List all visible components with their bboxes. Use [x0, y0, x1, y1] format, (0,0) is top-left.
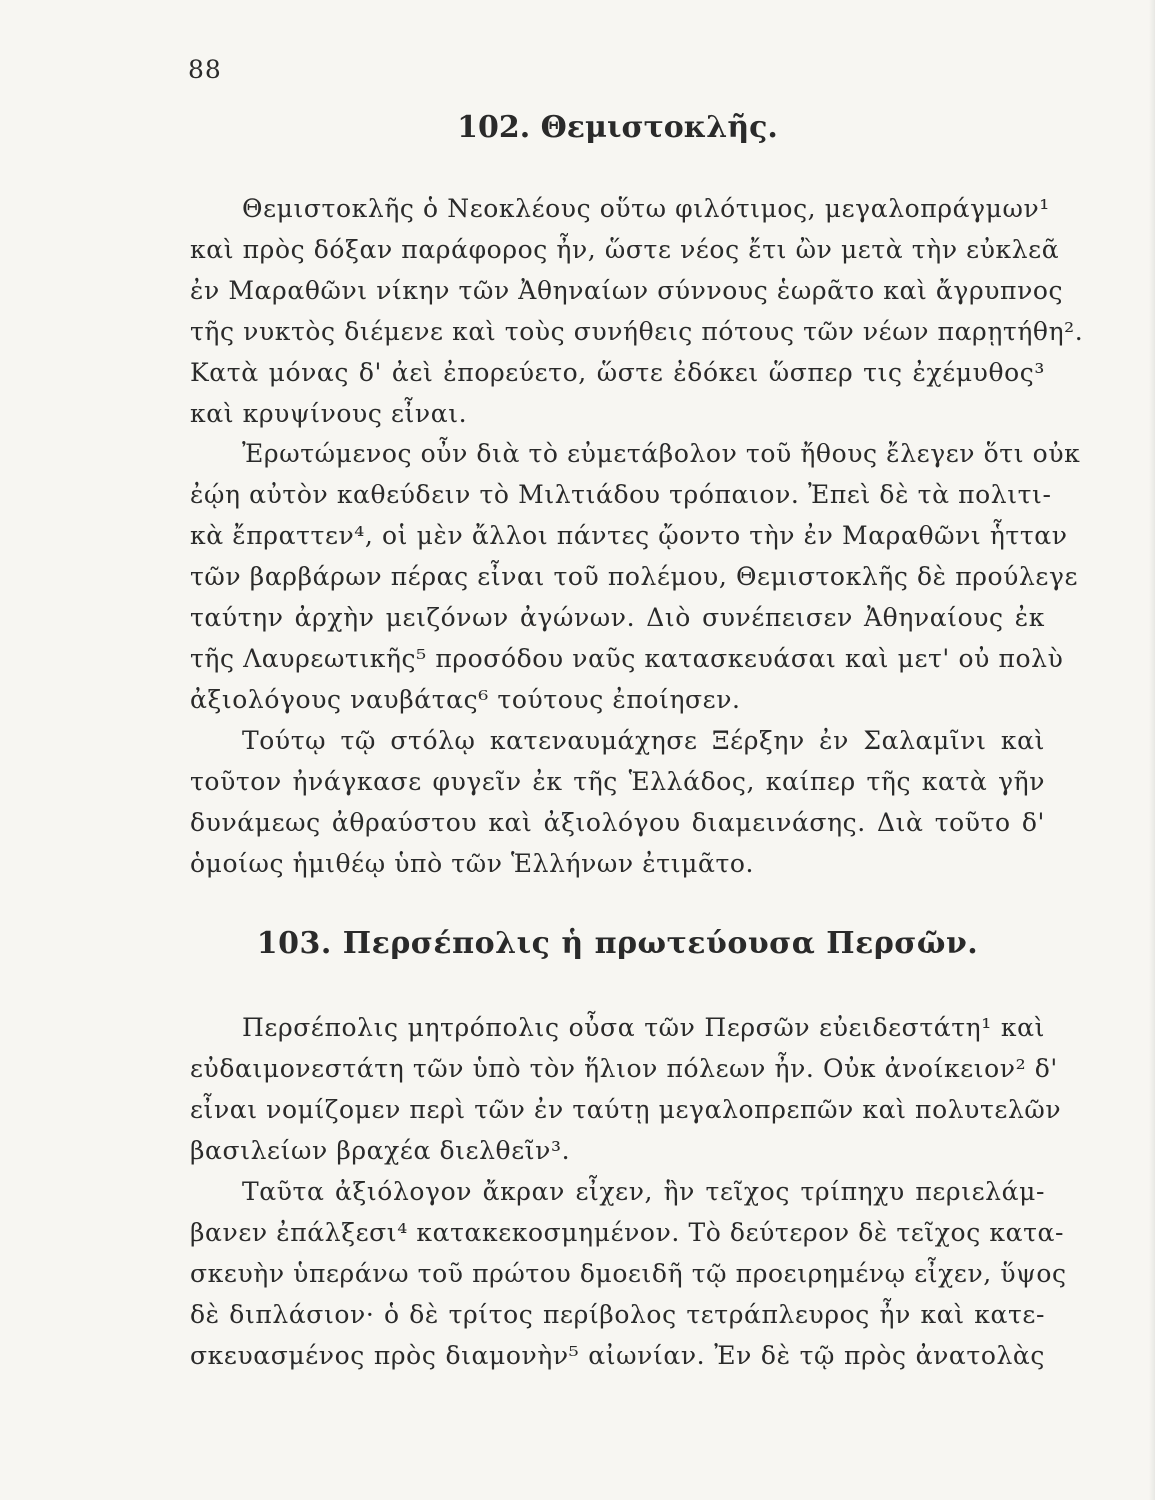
text-line: κὰ ἔπραττεν⁴, οἱ μὲν ἄλλοι πάντες ᾤοντο τὴν ἐν Μαραθῶνι ἧτταν [190, 521, 1068, 550]
text-line: σκευὴν ὑπεράνω τοῦ πρώτου δμοειδῆ τῷ προειρημένῳ εἶχεν, ὕψος [190, 1259, 1067, 1288]
section-103-heading: 103. Περσέπολις ἡ πρωτεύουσα Περσῶν. [256, 926, 979, 961]
text-line: δὲ διπλάσιον· ὁ δὲ τρίτος περίβολος τετράπλευρος ἦν καὶ κατε- [190, 1300, 1045, 1329]
text-line: βασιλείων βραχέα διελθεῖν³. [190, 1136, 571, 1165]
text-line: Ταῦτα ἀξιόλογον ἄκραν εἶχεν, ἣν τεῖχος τρίπηχυ περιελάμ- [242, 1177, 1045, 1206]
text-line: τῆς νυκτὸς διέμενε καὶ τοὺς συνήθεις πότους τῶν νέων παρῃτήθη². [190, 317, 1084, 346]
text-line: ὁμοίως ἡμιθέῳ ὑπὸ τῶν Ἑλλήνων ἐτιμᾶτο. [190, 849, 755, 878]
text-line: καὶ πρὸς δόξαν παράφορος ἦν, ὥστε νέος ἔτι ὢν μετὰ τὴν εὐκλεᾶ [190, 235, 1060, 264]
text-line: εἶναι νομίζομεν περὶ τῶν ἐν ταύτῃ μεγαλοπρεπῶν καὶ πολυτελῶν [190, 1095, 1062, 1124]
text-line: Ἐρωτώμενος οὖν διὰ τὸ εὐμετάβολον τοῦ ἤθους ἔλεγεν ὅτι οὐκ [242, 439, 1081, 468]
text-line: Θεμιστοκλῆς ὁ Νεοκλέους οὕτω φιλότιμος, μεγαλοπράγμων¹ [242, 194, 1050, 223]
text-line: καὶ κρυψίνους εἶναι. [190, 399, 468, 428]
text-line: ἀξιολόγους ναυβάτας⁶ τούτους ἐποίησεν. [190, 685, 741, 714]
text-line: Περσέπολις μητρόπολις οὖσα τῶν Περσῶν εὐειδεστάτη¹ καὶ [242, 1013, 1045, 1042]
text-line: δυνάμεως ἀθραύστου καὶ ἀξιολόγου διαμεινάσης. Διὰ τοῦτο δ' [190, 808, 1045, 837]
page-number: 88 [188, 55, 222, 84]
text-line: τῶν βαρβάρων πέρας εἶναι τοῦ πολέμου, Θεμιστοκλῆς δὲ προύλεγε [190, 562, 1079, 591]
text-line: Τούτῳ τῷ στόλῳ κατεναυμάχησε Ξέρξην ἐν Σαλαμῖνι καὶ [242, 726, 1045, 755]
text-line: τοῦτον ἠνάγκασε φυγεῖν ἐκ τῆς Ἑλλάδος, καίπερ τῆς κατὰ γῆν [190, 767, 1045, 796]
page-scan-edge [1149, 0, 1155, 1500]
text-line: εὐδαιμονεστάτη τῶν ὑπὸ τὸν ἥλιον πόλεων ἦν. Οὐκ ἀνοίκειον² δ' [190, 1054, 1058, 1083]
text-line: ἐν Μαραθῶνι νίκην τῶν Ἀθηναίων σύννους ἑωρᾶτο καὶ ἄγρυπνος [190, 276, 1064, 305]
section-102-heading: 102. Θεμιστοκλῆς. [457, 110, 778, 145]
text-line: Κατὰ μόνας δ' ἀεὶ ἐπορεύετο, ὥστε ἐδόκει ὥσπερ τις ἐχέμυθος³ [190, 358, 1045, 387]
text-line: σκευασμένος πρὸς διαμονὴν⁵ αἰωνίαν. Ἐν δὲ τῷ πρὸς ἀνατολὰς [190, 1341, 1045, 1370]
text-line: τῆς Λαυρεωτικῆς⁵ προσόδου ναῦς κατασκευάσαι καὶ μετ' οὐ πολὺ [190, 644, 1064, 673]
text-line: ἐῴη αὐτὸν καθεύδειν τὸ Μιλτιάδου τρόπαιον. Ἐπεὶ δὲ τὰ πολιτι- [190, 480, 1052, 509]
text-line: βανεν ἐπάλξεσι⁴ κατακεκοσμημένον. Τὸ δεύτερον δὲ τεῖχος κατα- [190, 1218, 1065, 1247]
text-line: ταύτην ἀρχὴν μειζόνων ἀγώνων. Διὸ συνέπεισεν Ἀθηναίους ἐκ [190, 603, 1045, 632]
